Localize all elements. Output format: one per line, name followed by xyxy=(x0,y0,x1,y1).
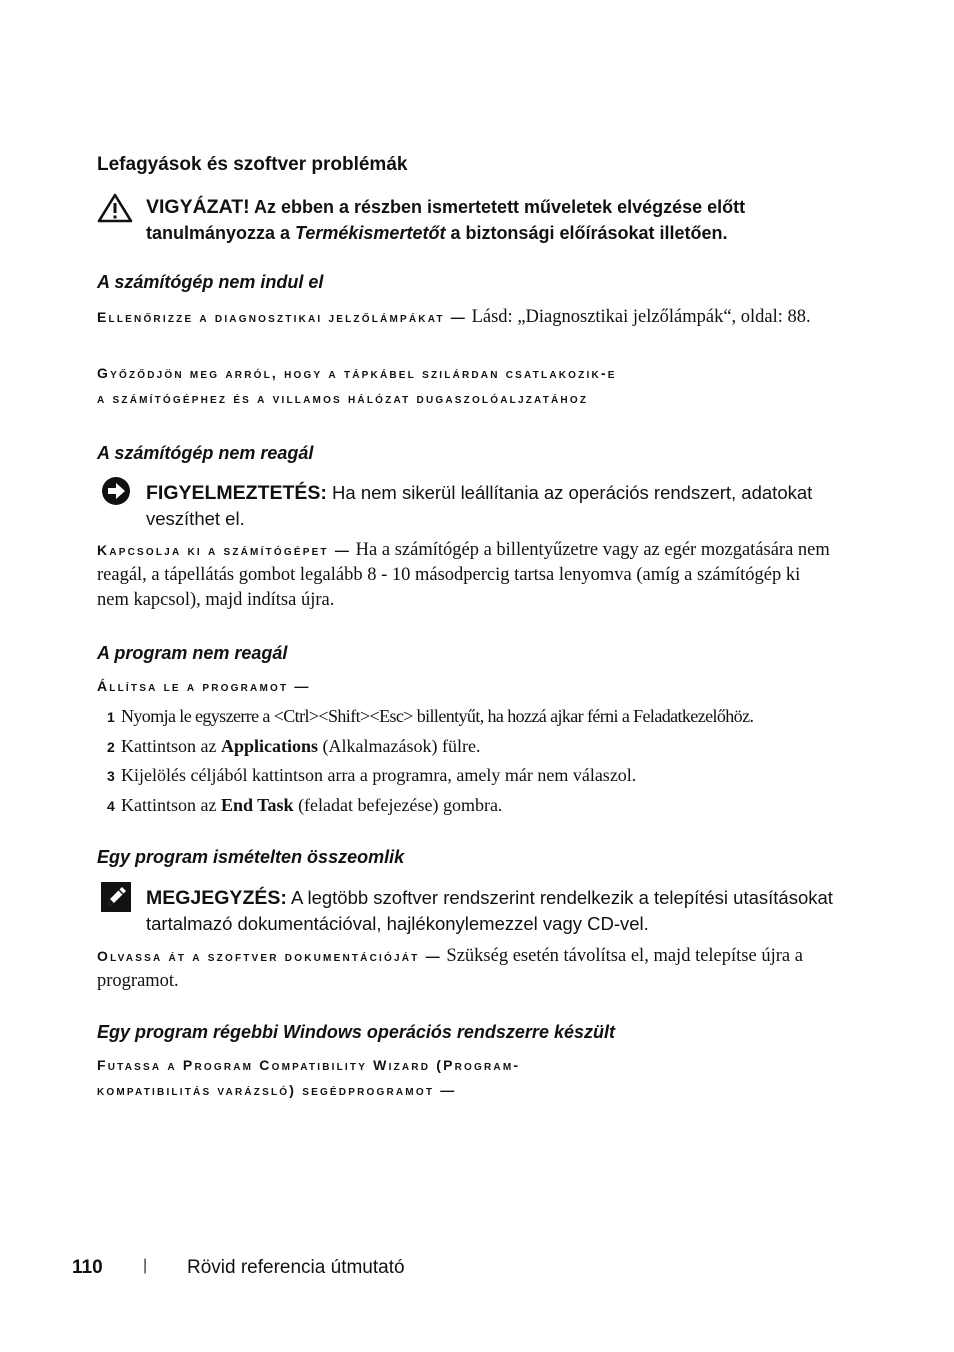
caution-label: FIGYELMEZTETÉS: xyxy=(146,482,327,504)
item-lead: Ellenőrizze a diagnosztikai jelzőlámpákat — xyxy=(97,309,467,325)
item-power-cable-line2: a számítógéphez és a villamos hálózat dugaszolóaljzatához xyxy=(97,390,589,406)
item-compat-wizard-line1: Futassa a Program Compatibility Wizard (Program- xyxy=(97,1057,521,1073)
subsection-title-program-not-responding: A program nem reagál xyxy=(97,643,288,663)
caution-notice xyxy=(146,480,836,531)
item-power-cable-line1: Győződjön meg arról, hogy a tápkábel szilárdan csatlakozik-e xyxy=(97,365,617,381)
warning-notice xyxy=(146,194,836,246)
item-lead: Kapcsolja ki a számítógépet — xyxy=(97,542,352,558)
warning-triangle-icon xyxy=(97,193,133,223)
item-stop-program: Állítsa le a programot — xyxy=(97,678,311,694)
item-read-documentation xyxy=(97,944,827,994)
step-3: 3 Kijelölés céljából kattintson arra a programra, amely már nem válaszol. xyxy=(107,765,637,785)
footer-title: Rövid referencia útmutató xyxy=(187,1257,405,1278)
item-text: Lásd: „Diagnosztikai jelzőlámpák“, oldal: 88. xyxy=(466,307,811,327)
item-lead: Olvassa át a szoftver dokumentációját — xyxy=(97,948,442,964)
note-label: MEGJEGYZÉS: xyxy=(146,887,287,909)
subsection-title-program-crashes: Egy program ismételten összeomlik xyxy=(97,847,405,867)
item-compat-wizard-line2: kompatibilitás varázsló) segédprogramot — xyxy=(97,1082,457,1098)
section-title: Lefagyások és szoftver problémák xyxy=(97,154,408,175)
caution-text: Ha nem sikerül leállítania az operációs rendszert, adatokat veszíthet el. xyxy=(146,482,813,529)
subsection-title-older-windows: Egy program régebbi Windows operációs rendszerre készült xyxy=(97,1022,615,1042)
page-number: 110 xyxy=(72,1257,103,1278)
item-text: Ha a számítógép a billentyűzetre vagy az egér mozgatására nem reagál, a tápellátás gombot legalább 8 - 10 másodpercig tartsa lenyomva (amíg a számítógép ki nem kapcsol), majd indítsa újra. xyxy=(97,540,830,610)
step-2: 2 Kattintson az Applications (Alkalmazások) fülre. xyxy=(107,736,481,756)
warning-italic: Termékismertetőt xyxy=(295,223,446,243)
notice-arrow-icon xyxy=(99,476,133,506)
item-text: Szükség esetén távolítsa el, majd telepítse újra a programot. xyxy=(97,946,803,991)
step-1: 1 Nyomja le egyszerre a <Ctrl><Shift><Esc> billentyűt, ha hozzá ajkar férni a Feladatkezelőhöz. xyxy=(107,706,754,726)
subsection-title-not-responding: A számítógép nem reagál xyxy=(97,443,314,463)
step-4: 4 Kattintson az End Task (feladat befejezése) gombra. xyxy=(107,795,503,815)
footer-separator: | xyxy=(143,1257,148,1274)
warning-text: Az ebben a részben ismertetett műveletek elvégzése előtt tanulmányozza a xyxy=(146,197,746,243)
item-power-off xyxy=(97,538,832,613)
note-notice xyxy=(146,885,836,936)
item-diagnostic-lights xyxy=(97,305,827,330)
warning-label: VIGYÁZAT! xyxy=(146,196,250,218)
warning-text-end: a biztonsági előírásokat illetően. xyxy=(445,223,728,243)
note-pencil-icon xyxy=(101,882,131,912)
note-text: A legtöbb szoftver rendszerint rendelkezik a telepítési utasításokat tartalmazó dokumentációval, hajlékonylemezzel vagy CD-vel. xyxy=(146,887,833,934)
subsection-title-no-boot: A számítógép nem indul el xyxy=(97,272,324,292)
